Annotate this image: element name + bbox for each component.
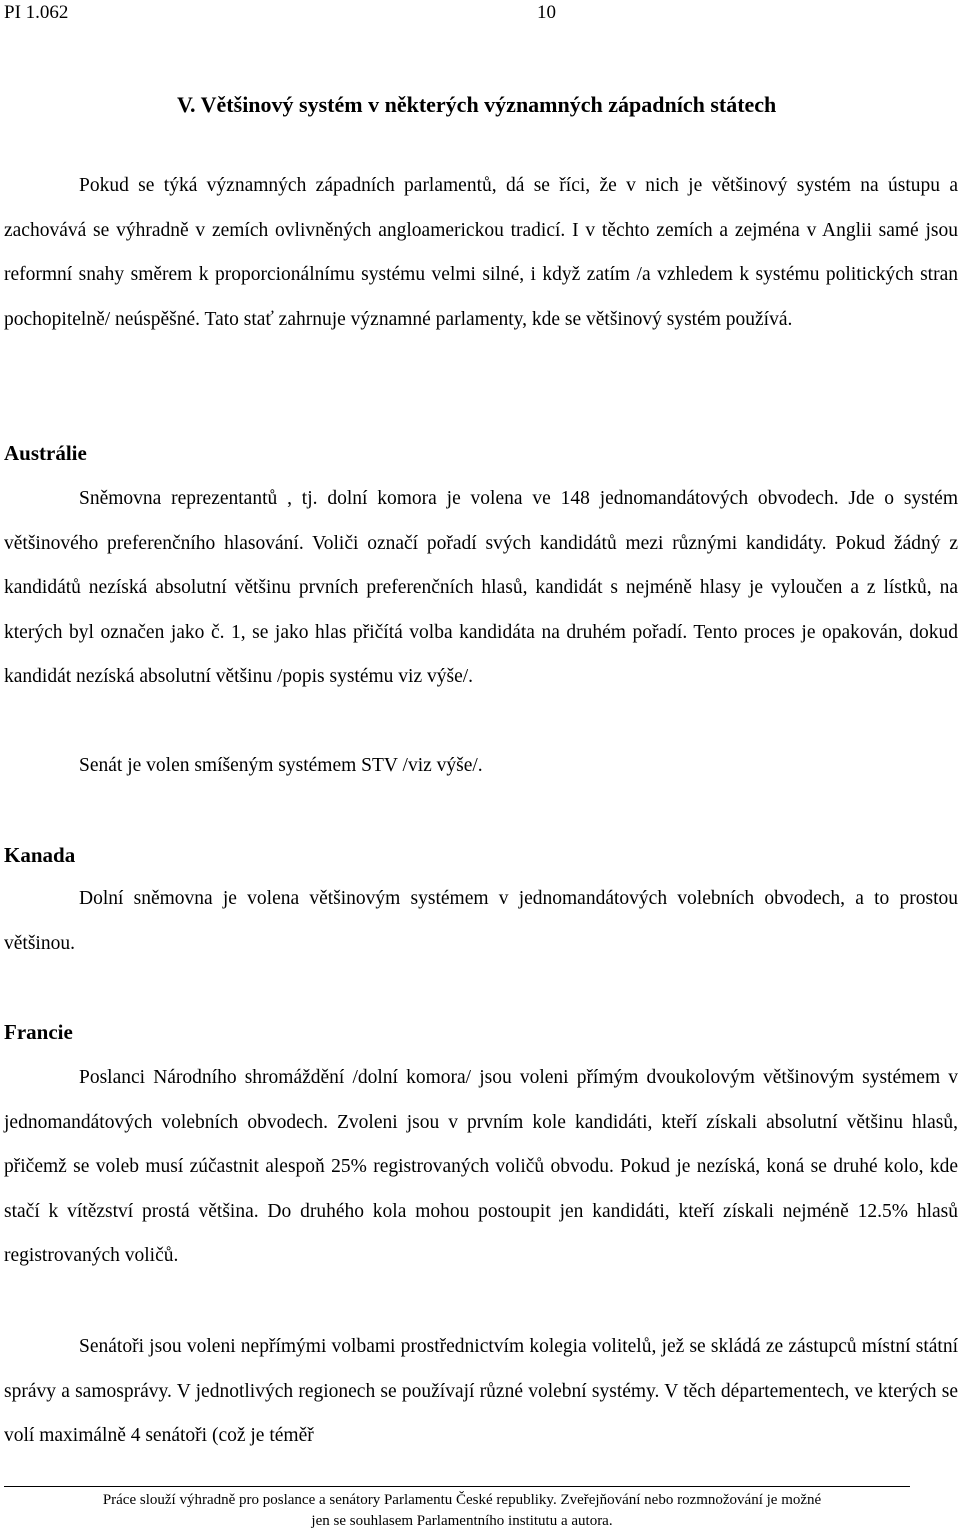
footer-notice <box>0 1490 924 1532</box>
footer-divider <box>4 1486 910 1487</box>
section-heading-france: Francie <box>4 1020 73 1044</box>
france-paragraph-2: Senátoři jsou voleni nepřímými volbami prostřednictvím kolegia volitelů, jež se skládá ze zástupců místní státní správy a samosprávy. V jednotlivých regionech se používají různé volební systémy. V těch départementech, ve kterých se volí maximálně 4 senátoři (což je téměř <box>4 1336 958 1447</box>
document-code: PI 1.062 <box>4 2 69 23</box>
intro-paragraph: Pokud se týká významných západních parlamentů, dá se říci, že v nich je většinový systém na ústupu a zachovává se výhradně v zemích ovlivněných angloamerickou tradicí. I v těchto zemích a zejména v Anglii samé jsou reformní snahy směrem k proporcionálnímu systému velmi silné, i když zatím /a vzhledem k systému politických stran pochopitelně/ neúspěšné. Tato stať zahrnuje významné parlamenty, kde se většinový systém používá. <box>4 175 958 330</box>
chapter-title: V. Většinový systém v některých významných západních státech <box>177 92 777 117</box>
footer-line-2: jen se souhlasem Parlamentního institutu a autora. <box>311 1513 613 1529</box>
section-heading-australia: Austrálie <box>4 441 87 465</box>
canada-paragraph: Dolní sněmovna je volena většinovým systémem v jednomandátových volebních obvodech, a to prostou většinou. <box>4 888 958 954</box>
australia-paragraph-1: Sněmovna reprezentantů , tj. dolní komora je volena ve 148 jednomandátových obvodech. Jde o systém většinového preferenčního hlasování. Voliči označí pořadí svých kandidátů mezi různými kandidáty. Pokud žádný z kandidátů nezíská absolutní většinu prvních preferenčních hlasů, kandidát s nejméně hlasy je vyloučen a z lístků, na kterých byl označen jako č. 1, se jako hlas přičítá volba kandidáta na druhém pořadí. Tento proces je opakován, dokud kandidát nezíská absolutní většinu /popis systému viz výše/. <box>4 488 958 688</box>
australia-paragraph-2: Senát je volen smíšeným systémem STV /viz výše/. <box>79 755 483 776</box>
footer-line-1: Práce slouží výhradně pro poslance a senátory Parlamentu České republiky. Zveřejňování nebo rozmnožování je možné <box>102 1492 822 1508</box>
section-heading-canada: Kanada <box>4 843 76 867</box>
france-paragraph-1: Poslanci Národního shromáždění /dolní komora/ jsou voleni přímým dvoukolovým většinovým systémem v jednomandátových volebních obvodech. Zvoleni jsou v prvním kole kandidáti, kteří získali absolutní většinu hlasů, přičemž se voleb musí zúčastnit alespoň 25% registrovaných voličů obvodu. Pokud je nezíská, koná se druhé kolo, kde stačí k vítězství prostá většina. Do druhého kola mohou postoupit jen kandidáti, kteří získali nejméně 12.5% hlasů registrovaných voličů. <box>4 1067 958 1267</box>
page-number: 10 <box>537 2 556 23</box>
